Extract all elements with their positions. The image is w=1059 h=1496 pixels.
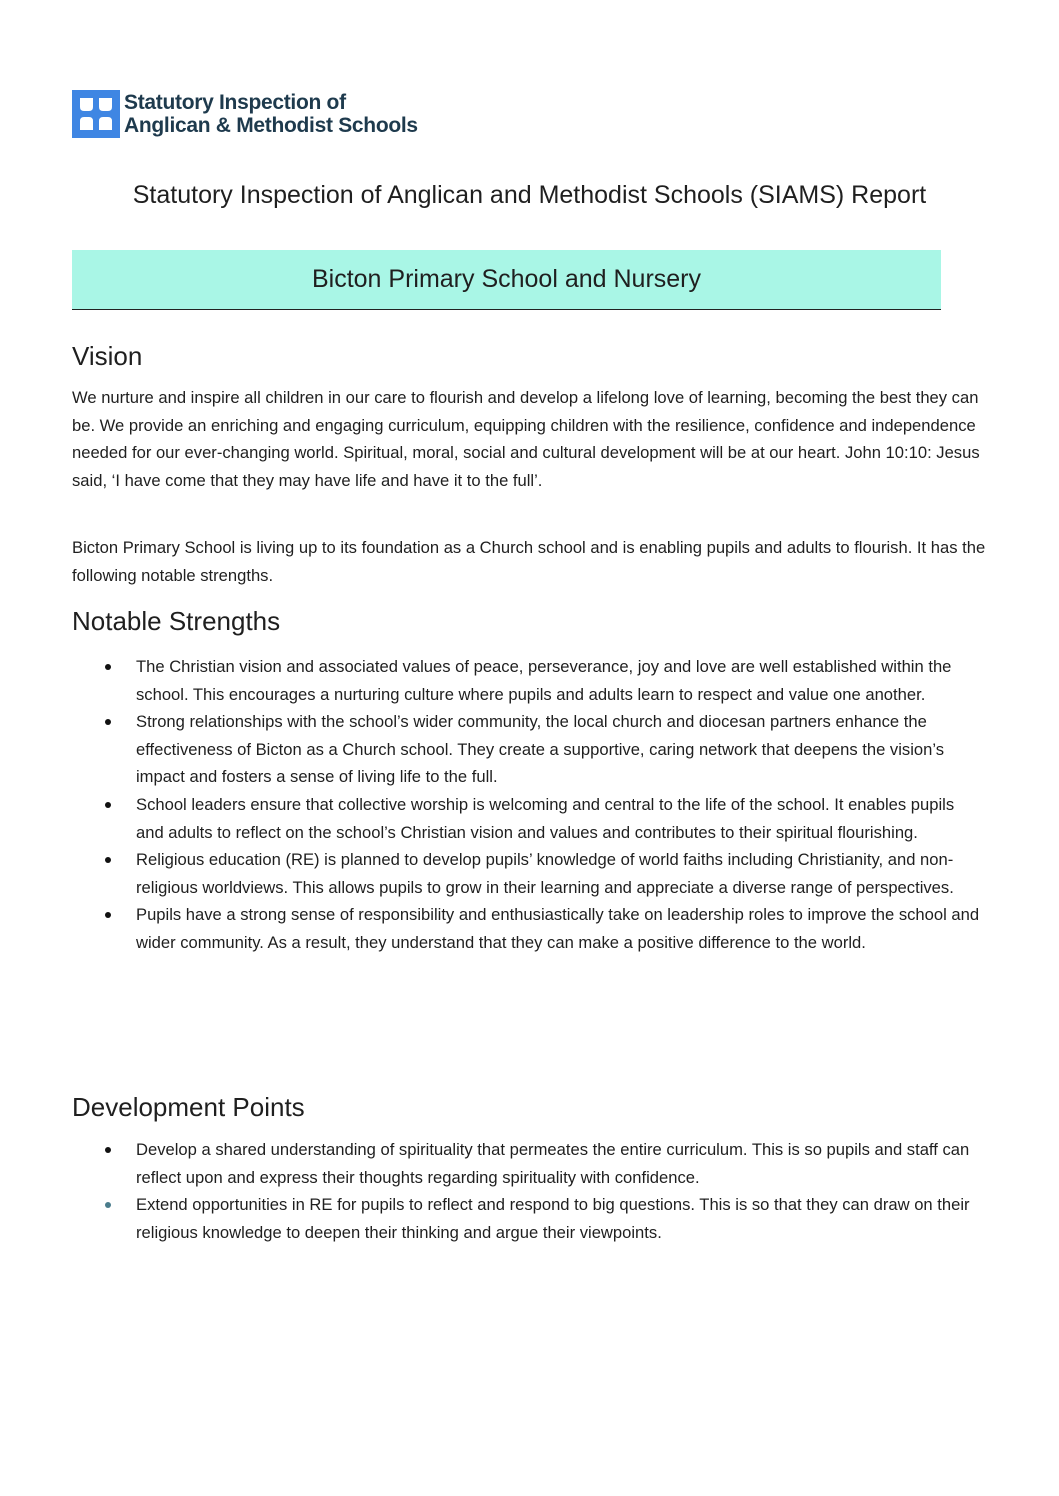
bullet-icon [105,1202,111,1208]
bullet-icon [105,1147,111,1153]
list-item: Pupils have a strong sense of responsibility and enthusiastically take on leadership roles to improve the school and wider community. As a result, they understand that they can make a positive difference to the world. [72,901,984,956]
notable-strengths-list [72,653,984,957]
cross-logo-icon [72,90,120,138]
report-title: Statutory Inspection of Anglican and Methodist Schools (SIAMS) Report [132,181,927,209]
list-item: Develop a shared understanding of spirituality that permeates the entire curriculum. This is so pupils and staff can reflect upon and express their thoughts regarding spirituality with confidence. [72,1136,984,1191]
logo-line-2: Anglican & Methodist Schools [124,114,418,137]
bullet-icon [105,802,111,808]
bullet-icon [105,664,111,670]
logo-line-1: Statutory Inspection of [124,91,346,114]
vision-heading: Vision [72,341,143,371]
notable-strengths-heading: Notable Strengths [72,606,281,636]
list-item: Extend opportunities in RE for pupils to reflect and respond to big questions. This is so that they can draw on their religious knowledge to deepen their thinking and argue their viewpoints. [72,1191,984,1246]
development-points-heading: Development Points [72,1092,305,1122]
bullet-icon [105,912,111,918]
list-item: Religious education (RE) is planned to develop pupils’ knowledge of world faiths including Christianity, and non-religious worldviews. This allows pupils to grow in their learning and appreciate a diverse range of perspectives. [72,846,984,901]
list-item: Strong relationships with the school’s wider community, the local church and diocesan partners enhance the effectiveness of Bicton as a Church school. They create a supportive, caring network that deepens the vision’s impact and fosters a sense of living life to the full. [72,708,984,791]
school-name-banner [72,250,941,310]
list-item: The Christian vision and associated values of peace, perseverance, joy and love are well established within the school. This encourages a nurturing culture where pupils and adults learn to respect and value one another. [72,653,984,708]
logo-text [124,91,418,137]
vision-text: We nurture and inspire all children in our care to flourish and develop a lifelong love of learning, becoming the best they can be. We provide an enriching and engaging curriculum, equipping children with the resilience, confidence and independence needed for our ever-changing world. Spiritual, moral, social and cultural development will be at our heart. John 10:10: Jesus said, ‘I have come that they may have life and have it to the full’. [72,388,980,490]
bullet-icon [105,719,111,725]
bullet-icon [105,857,111,863]
development-points-list [72,1136,984,1246]
school-name: Bicton Primary School and Nursery [311,265,702,293]
list-item: School leaders ensure that collective worship is welcoming and central to the life of the school. It enables pupils and adults to reflect on the school’s Christian vision and values and contributes to their spiritual flourishing. [72,791,984,846]
siams-logo [72,90,418,138]
summary-text: Bicton Primary School is living up to its foundation as a Church school and is enabling pupils and adults to flourish. It has the following notable strengths. [72,538,986,585]
